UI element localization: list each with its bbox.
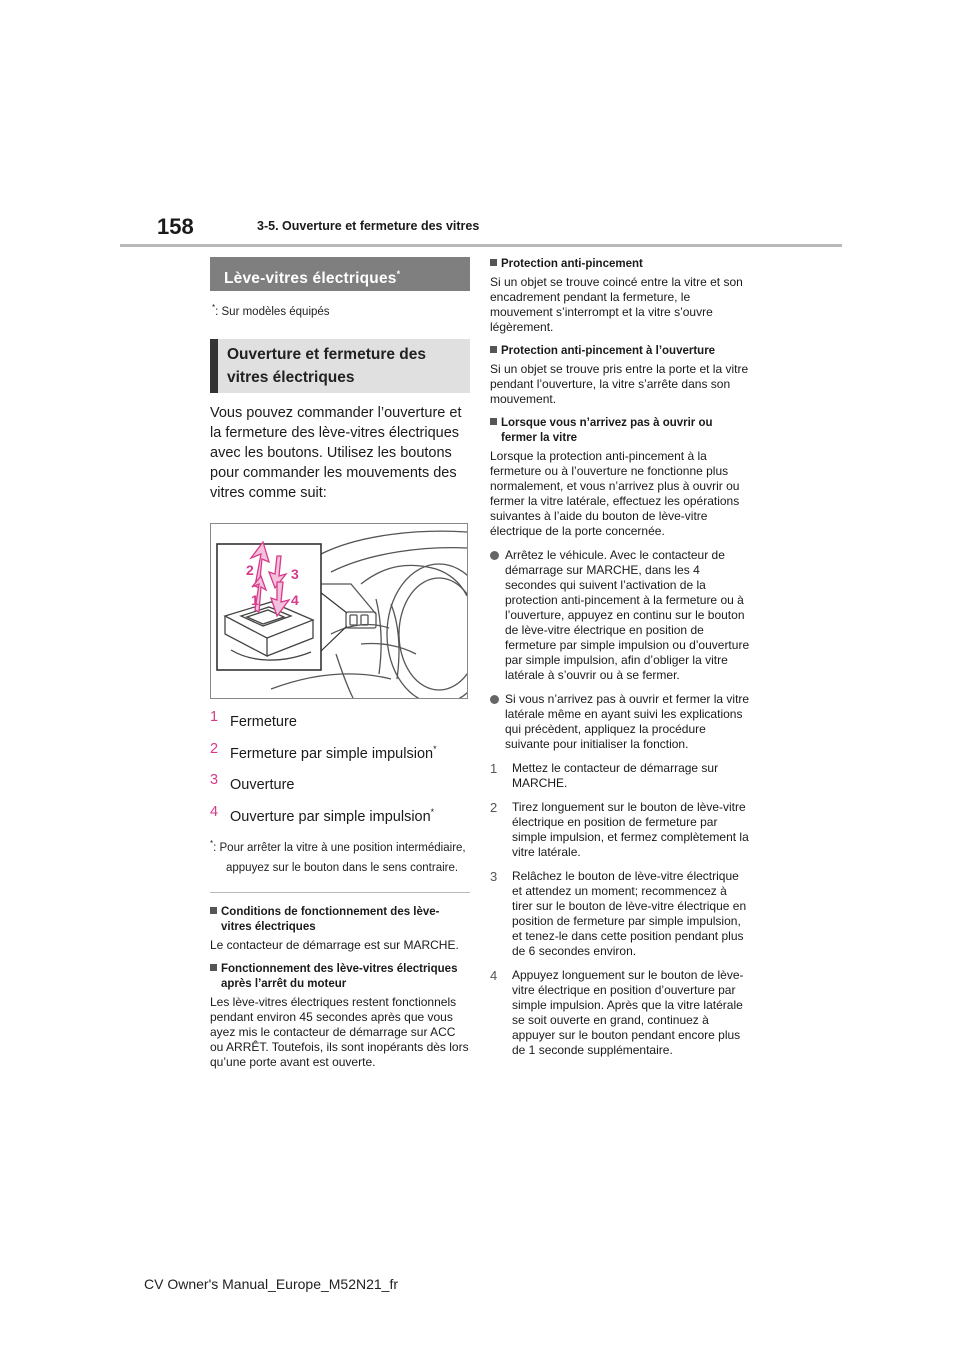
list-item [210, 739, 470, 764]
callout-1: 1 [251, 591, 259, 608]
paragraph: Si un objet se trouve pris entre la porte et la vitre pendant l’ouverture, la vitre s’arrête dans son mouvement. [490, 362, 749, 406]
item-number: 2 [210, 740, 219, 757]
equipped-footnote [212, 303, 470, 318]
step-number: 4 [490, 968, 498, 983]
bullet-item [490, 692, 750, 752]
list-item [210, 770, 470, 795]
square-bullet-icon [490, 346, 497, 353]
bullet-item [490, 548, 750, 683]
circle-bullet-icon [490, 695, 499, 704]
section-banner [210, 257, 470, 291]
subheading [490, 344, 750, 359]
item-text: Fermeture par simple impulsion [230, 745, 434, 762]
list-note-text: : Pour arrêter la vitre à une position intermédiaire, appuyez sur le bouton dans le sens contraire. [213, 841, 466, 874]
subheading [490, 257, 750, 272]
list-item [210, 802, 470, 827]
item-number: 1 [210, 708, 219, 725]
item-text: Fermeture [230, 713, 297, 730]
page-number: 158 [157, 214, 194, 239]
subsection-banner: Ouverture et fermeture des vitres électriques [210, 339, 470, 393]
list-footnote [210, 834, 470, 878]
circle-bullet-icon [490, 551, 499, 560]
subheading-text: Fonctionnement des lève-vitres électriques après l’arrêt du moteur [221, 962, 458, 990]
paragraph: Les lève-vitres électriques restent fonctionnels pendant environ 45 secondes après que vous ayez mis le contacteur de démarrage sur ACC ou ARRÊT. Toutefois, ils sont inopérants dès lors qu’une porte avant est ouverte. [210, 994, 469, 1069]
step-number: 3 [490, 869, 498, 884]
callout-3: 3 [291, 565, 299, 582]
page-footer: CV Owner's Manual_Europe_M52N21_fr [144, 1276, 399, 1292]
subheading [490, 416, 750, 446]
bullet-text: Arrêtez le véhicule. Avec le contacteur de démarrage sur MARCHE, dans les 4 secondes qui suivent l’activation de la protection anti-pincement à la fermeture ou à l’ouverture, appuyez en continu sur le bouton de lève-vitre électrique en position de fermeture par simple impulsion ou d’ouverture par simple impulsion, afin d’obliger la vitre latérale à s’ouvrir ou à se fermer. [505, 548, 750, 682]
subheading-text: Protection anti-pincement à l’ouverture [501, 345, 716, 357]
item-mark: * [430, 807, 435, 818]
step-number: 1 [490, 761, 498, 776]
item-text: Ouverture [230, 777, 295, 794]
list-note-mark: * [210, 839, 214, 849]
step-item [490, 968, 750, 1058]
step-item [490, 800, 750, 860]
step-text: Appuyez longuement sur le bouton de lève-vitre électrique en position d’ouverture par simple impulsion. Après que la vitre latérale se soit ouverte en grand, continuez à appuyer sur le bouton pendant encore plus de 1 seconde supplémentaire. [512, 968, 744, 1057]
divider [210, 892, 470, 893]
section-title: 3-5. Ouverture et fermeture des vitres [257, 219, 480, 233]
footnote-mark: * [212, 303, 216, 312]
item-number: 4 [210, 804, 219, 821]
item-number: 3 [210, 772, 219, 789]
paragraph: Si un objet se trouve coincé entre la vitre et son encadrement pendant la fermeture, le mouvement s’interrompt et la vitre s’ouvre légèrement. [490, 275, 743, 334]
footnote-text: : Sur modèles équipés [215, 305, 330, 318]
square-bullet-icon [210, 964, 217, 971]
header-rule [120, 244, 842, 247]
intro-text: Vous pouvez commander l’ouverture et la fermeture des lève-vitres électriques avec les boutons. Utilisez les boutons pour commander les mouvements des vitres comme suit: [210, 404, 462, 501]
callout-4: 4 [291, 591, 299, 608]
subheading-text: Protection anti-pincement [501, 258, 643, 270]
square-bullet-icon [210, 907, 217, 914]
step-item [490, 869, 750, 959]
step-text: Mettez le contacteur de démarrage sur MARCHE. [512, 761, 719, 790]
operation-list [210, 707, 470, 827]
step-text: Tirez longuement sur le bouton de lève-vitre électrique en position de fermeture par simple impulsion, et fermez complètement la vitre latérale. [512, 800, 749, 859]
step-text: Relâchez le bouton de lève-vitre électrique et attendez un moment; recommencez à tirer sur le bouton de lève-vitre électrique en position de fermeture par simple impulsion, et tenez-le dans cette position pendant plus de 6 secondes environ. [512, 869, 747, 958]
step-item [490, 761, 750, 791]
list-item [210, 707, 470, 732]
callout-2: 2 [246, 561, 254, 578]
window-switch-illustration [210, 523, 468, 699]
left-column [210, 257, 470, 1079]
item-text: Ouverture par simple impulsion [230, 809, 431, 826]
subheading [210, 962, 470, 992]
subheading-text: Lorsque vous n’arrivez pas à ouvrir ou fermer la vitre [501, 417, 713, 444]
paragraph: Lorsque la protection anti-pincement à la fermeture ou à l’ouverture ne fonctionne plus normalement, et vous n’arrivez plus à ouvrir ou fermer la vitre latérale, effectuez les opérations suivantes à l’aide du bouton de lève-vitre électrique de la porte concernée. [490, 449, 740, 538]
switch-diagram-icon [211, 524, 467, 698]
item-mark: * [433, 743, 437, 754]
banner-title: Lève-vitres électriques [224, 270, 397, 288]
bullet-text: Si vous n’arrivez pas à ouvrir et fermer la vitre latérale même en ayant suivi les explications qui précèdent, appliquez la procédure suivante pour initialiser la fonction. [505, 692, 750, 751]
square-bullet-icon [490, 418, 497, 425]
subheading [210, 905, 470, 935]
right-column [490, 257, 750, 1067]
paragraph: Le contacteur de démarrage est sur MARCHE. [210, 937, 459, 952]
subheading-text: Conditions de fonctionnement des lève-vitres électriques [221, 905, 440, 933]
banner-mark: * [396, 269, 401, 279]
step-number: 2 [490, 800, 498, 815]
square-bullet-icon [490, 259, 497, 266]
